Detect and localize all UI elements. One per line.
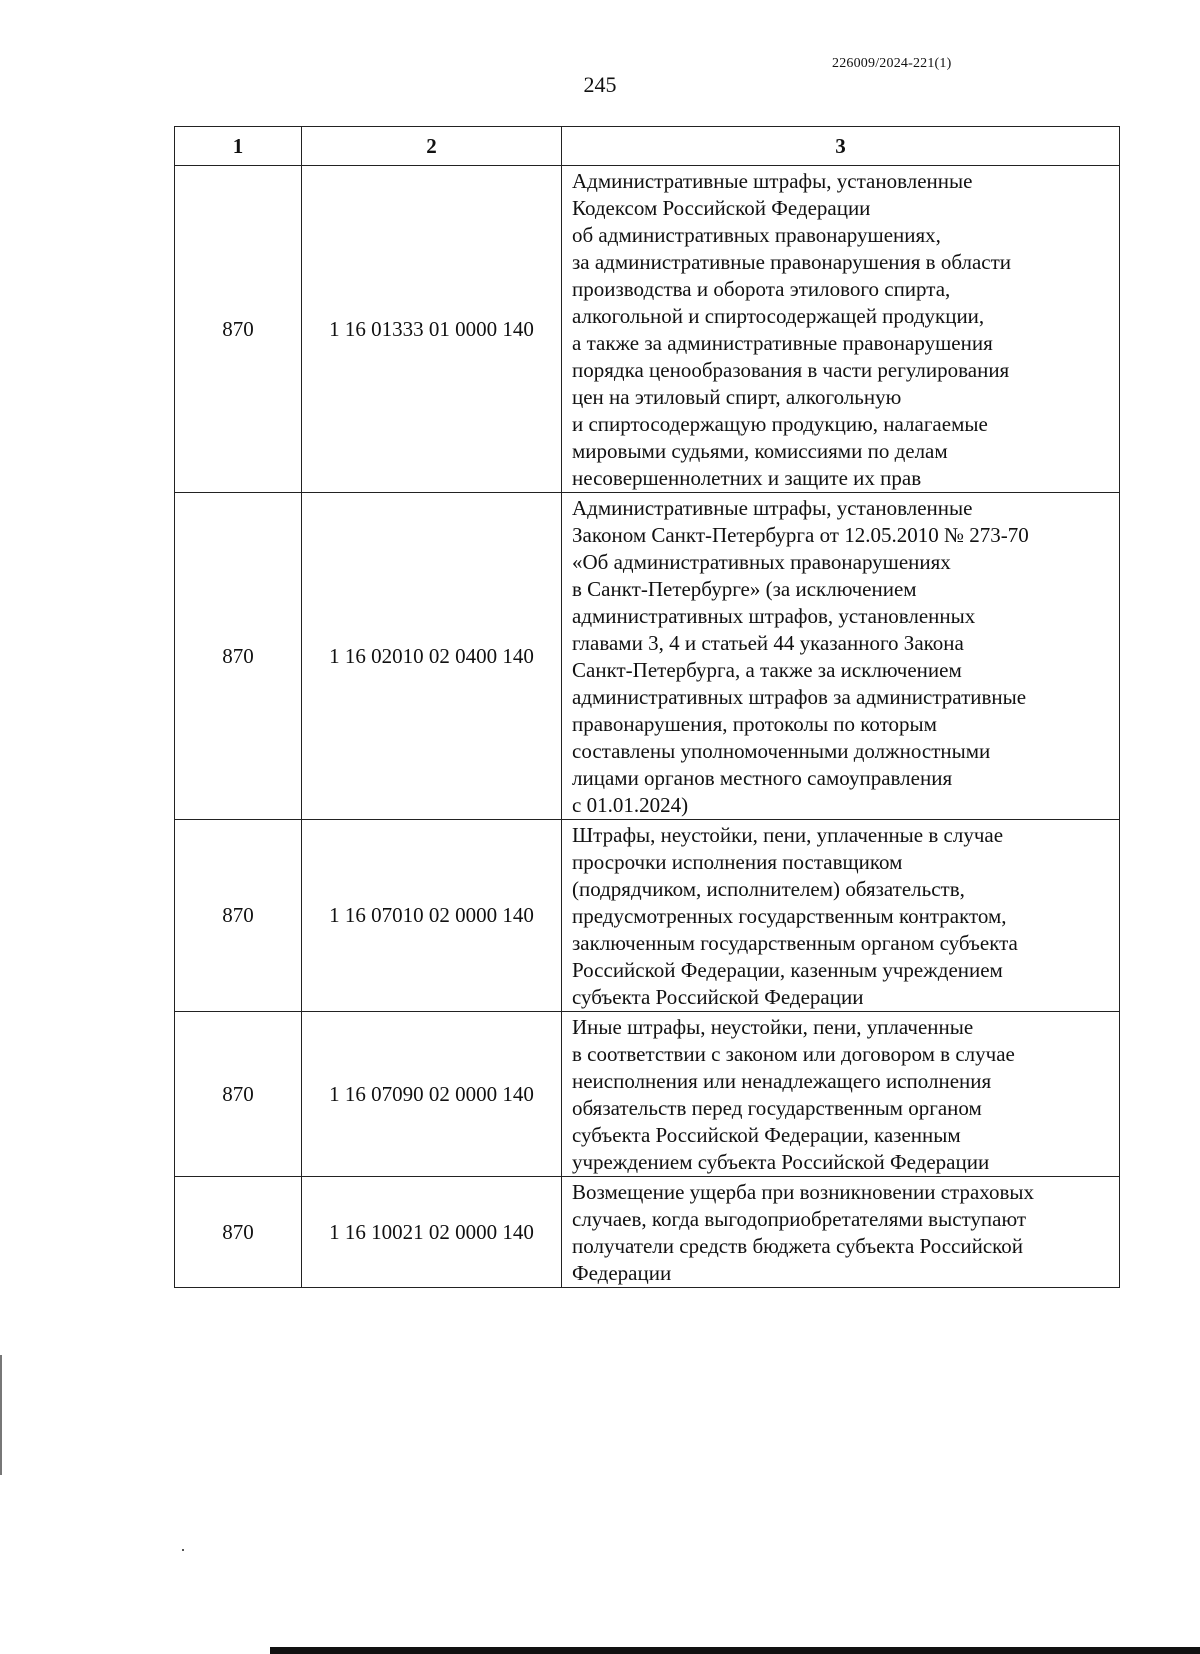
description-line: «Об административных правонарушениях <box>572 550 951 574</box>
table-header-row <box>175 127 1120 166</box>
budget-classification-code-cell: 1 16 07010 02 0000 140 <box>302 820 562 1012</box>
description-line: неисполнения или ненадлежащего исполнения <box>572 1069 992 1093</box>
description-line: Кодексом Российской Федерации <box>572 196 871 220</box>
description-line: лицами органов местного самоуправления <box>572 766 953 790</box>
description-line: заключенным государственным органом субъекта <box>572 931 1018 955</box>
description-line: составлены уполномоченными должностными <box>572 739 991 763</box>
table-row <box>175 493 1120 820</box>
description-line: субъекта Российской Федерации <box>572 985 864 1009</box>
description-line: Штрафы, неустойки, пени, уплаченные в случае <box>572 823 1004 847</box>
table-row <box>175 1012 1120 1177</box>
table-row <box>175 1177 1120 1288</box>
budget-classification-code-cell: 1 16 10021 02 0000 140 <box>302 1177 562 1288</box>
payer-code-cell: 870 <box>175 166 302 493</box>
description-line: за административные правонарушения в области <box>572 250 1012 274</box>
description-line: и спиртосодержащую продукцию, налагаемые <box>572 412 988 436</box>
column-header-3: 3 <box>562 127 1120 166</box>
description-line: случаев, когда выгодоприобретателями выступают <box>572 1207 1027 1231</box>
table-row <box>175 820 1120 1012</box>
payer-code-cell: 870 <box>175 493 302 820</box>
description-line: просрочки исполнения поставщиком <box>572 850 903 874</box>
payer-code-cell: 870 <box>175 1177 302 1288</box>
table-body <box>175 166 1120 1288</box>
description-line: предусмотренных государственным контрактом, <box>572 904 1007 928</box>
description-line: порядка ценообразования в части регулирования <box>572 358 1010 382</box>
description-line: Административные штрафы, установленные <box>572 169 973 193</box>
description-line: административных штрафов за административные <box>572 685 1027 709</box>
description-line: Возмещение ущерба при возникновении страховых <box>572 1180 1034 1204</box>
scan-speck <box>182 1549 184 1551</box>
description-line: Иные штрафы, неустойки, пени, уплаченные <box>572 1015 974 1039</box>
scan-edge-mark <box>0 1355 2 1475</box>
description-line: а также за административные правонарушения <box>572 331 993 355</box>
description-line: Российской Федерации, казенным учреждением <box>572 958 1003 982</box>
revenue-description-cell <box>562 493 1120 820</box>
budget-classification-code-cell: 1 16 02010 02 0400 140 <box>302 493 562 820</box>
description-line: административных штрафов, установленных <box>572 604 976 628</box>
description-line: алкогольной и спиртосодержащей продукции, <box>572 304 985 328</box>
revenue-description-cell <box>562 1012 1120 1177</box>
revenue-description-cell <box>562 166 1120 493</box>
description-line: цен на этиловый спирт, алкогольную <box>572 385 902 409</box>
description-line: обязательств перед государственным органом <box>572 1096 982 1120</box>
budget-codes-table <box>174 126 1120 1288</box>
revenue-description-cell <box>562 820 1120 1012</box>
payer-code-cell: 870 <box>175 820 302 1012</box>
description-line: субъекта Российской Федерации, казенным <box>572 1123 961 1147</box>
description-line: в Санкт-Петербурге» (за исключением <box>572 577 917 601</box>
column-header-1: 1 <box>175 127 302 166</box>
description-line: производства и оборота этилового спирта, <box>572 277 951 301</box>
scan-bottom-edge <box>270 1647 1200 1654</box>
description-line: Законом Санкт-Петербурга от 12.05.2010 № 273-70 <box>572 523 1029 547</box>
description-line: Федерации <box>572 1261 672 1285</box>
description-line: главами 3, 4 и статьей 44 указанного Закона <box>572 631 964 655</box>
description-line: несовершеннолетних и защите их прав <box>572 466 922 490</box>
description-line: правонарушения, протоколы по которым <box>572 712 937 736</box>
description-line: (подрядчиком, исполнителем) обязательств, <box>572 877 965 901</box>
budget-classification-code-cell: 1 16 07090 02 0000 140 <box>302 1012 562 1177</box>
description-line: об административных правонарушениях, <box>572 223 941 247</box>
budget-classification-code-cell: 1 16 01333 01 0000 140 <box>302 166 562 493</box>
description-line: с 01.01.2024) <box>572 793 689 817</box>
description-line: Административные штрафы, установленные <box>572 496 973 520</box>
description-line: в соответствии с законом или договором в случае <box>572 1042 1015 1066</box>
page-number: 245 <box>583 72 617 97</box>
payer-code-cell: 870 <box>175 1012 302 1177</box>
description-line: учреждением субъекта Российской Федерации <box>572 1150 990 1174</box>
table-row <box>175 166 1120 493</box>
revenue-description-cell <box>562 1177 1120 1288</box>
description-line: получатели средств бюджета субъекта Российской <box>572 1234 1024 1258</box>
description-line: мировыми судьями, комиссиями по делам <box>572 439 948 463</box>
column-header-2: 2 <box>302 127 562 166</box>
document-registration-number: 226009/2024-221(1) <box>832 56 952 71</box>
description-line: Санкт-Петербурга, а также за исключением <box>572 658 962 682</box>
